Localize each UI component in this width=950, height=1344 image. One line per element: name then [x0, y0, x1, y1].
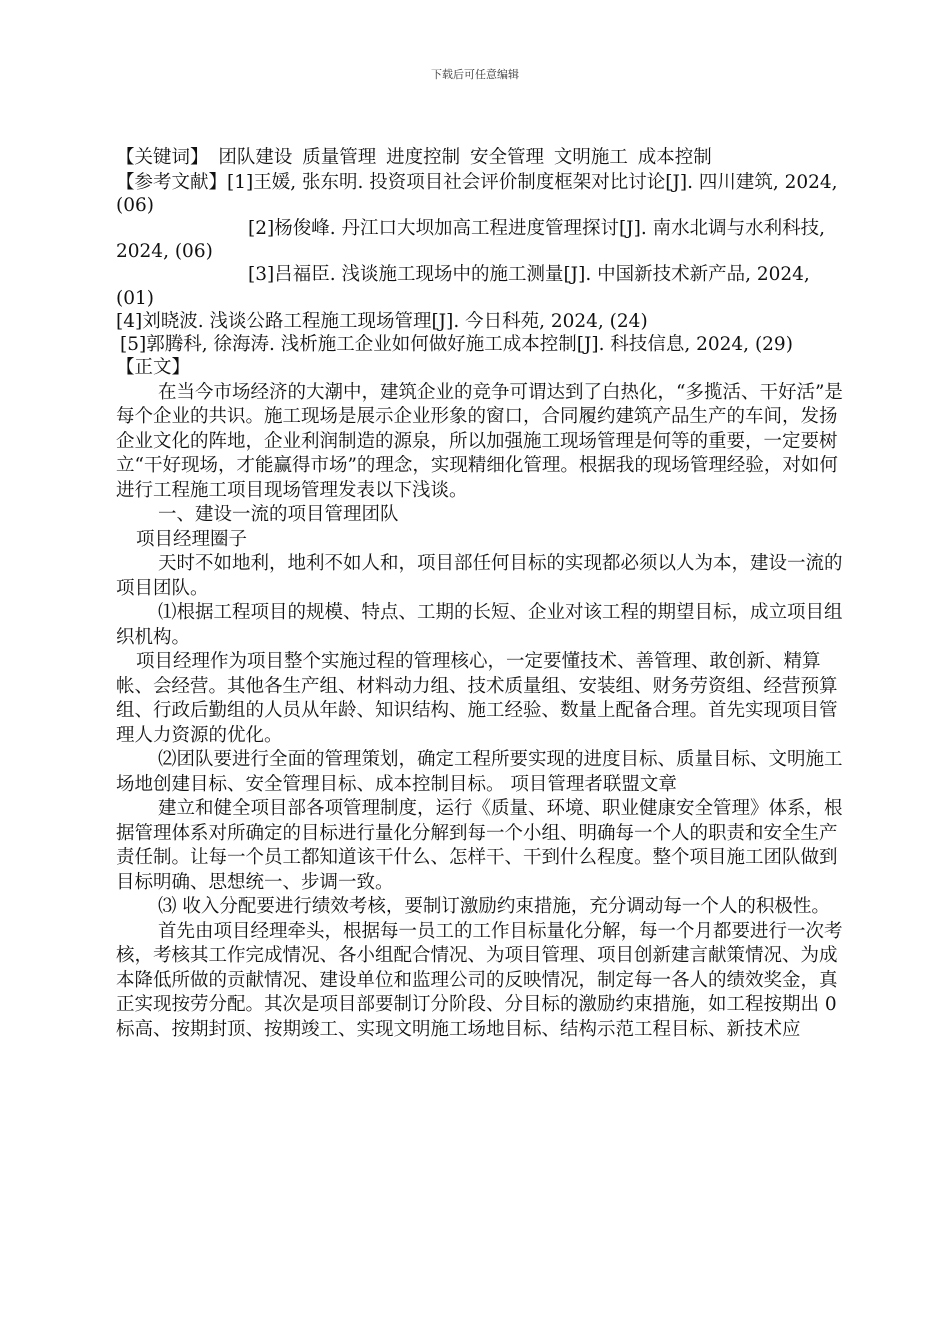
- paragraph: 项目经理作为项目整个实施过程的管理核心，一定要懂技术、善管理、敢创新、精算帐、会经营。其他各生产组、材料动力组、技术质量组、安装组、财务劳资组、经营预算组、行政后勤组的人员从年龄、知识结构、施工经验、数量上配备合理。首先实现项目管理人力资源的优化。: [116, 651, 838, 746]
- subheading: 项目经理圈子: [136, 528, 248, 550]
- paragraph: ⑵团队要进行全面的管理策划，确定工程所要实现的进度目标、质量目标、文明施工场地创建目标、安全管理目标、成本控制目标。 项目管理者联盟文章: [116, 749, 843, 795]
- paragraph: ⑴根据工程项目的规模、特点、工期的长短、企业对该工程的期望目标，成立项目组织机构。: [116, 602, 843, 648]
- paragraph: 天时不如地利，地利不如人和，项目部任何目标的实现都必须以人为本，建设一流的项目团队。: [116, 553, 843, 599]
- reference-5: [5]郭腾科, 徐海涛. 浅析施工企业如何做好施工成本控制[J]. 科技信息, 2024, (29): [120, 333, 793, 355]
- reference-2: [2]杨俊峰. 丹江口大坝加高工程进度管理探讨[J]. 南水北调与水利科技, 2024, (06): [116, 217, 825, 263]
- reference-1: 【参考文献】[1]王媛, 张东明. 投资项目社会评价制度框架对比讨论[J]. 四川建筑, 2024, (06): [116, 171, 838, 216]
- paragraph: ⑶ 收入分配要进行绩效考核，要制订激励约束措施，充分调动每一个人的积极性。: [158, 896, 830, 918]
- keywords: 【关键词】 团队建设 质量管理 进度控制 安全管理 文明施工 成本控制: [116, 147, 712, 168]
- document-body: [116, 146, 844, 1042]
- paragraph: 首先由项目经理牵头，根据每一员工的工作目标量化分解，每一个月都要进行一次考核，考核其工作完成情况、各小组配合情况、为项目管理、项目创新建言献策情况、为成本降低所做的贡献情况、建设单位和监理公司的反映情况，制定每一各人的绩效奖金，真正实现按劳分配。其次是项目部要制订分阶段、分目标的激励约束措施，如工程按期出 0 标高、按期封顶、按期竣工、实现文明施工场地目标、结构示范工程目标、新技术应: [116, 920, 843, 1040]
- page-header: 下载后可任意编辑: [431, 68, 519, 81]
- reference-4: [4]刘晓波. 浅谈公路工程施工现场管理[J]. 今日科苑, 2024, (24): [116, 310, 648, 332]
- paragraph: 建立和健全项目部各项管理制度，运行《质量、环境、职业健康安全管理》体系，根据管理体系对所确定的目标进行量化分解到每一个小组、明确每一个人的职责和安全生产责任制。让每一个员工都知道该干什么、怎样干、干到什么程度。整个项目施工团队做到目标明确、思想统一、步调一致。: [116, 798, 843, 893]
- section-heading: 一、建设一流的项目管理团队: [158, 504, 399, 526]
- body-heading: 【正文】: [116, 357, 191, 379]
- paragraph-intro: 在当今市场经济的大潮中，建筑企业的竞争可谓达到了白热化，“多揽活、干好活”是每个企业的共识。施工现场是展示企业形象的窗口，合同履约建筑产品生产的车间，发扬企业文化的阵地，企业利润制造的源泉，所以加强施工现场管理是何等的重要，一定要树立“干好现场，才能赢得市场”的理念，实现精细化管理。根据我的现场管理经验，对如何进行工程施工项目现场管理发表以下浅谈。: [116, 381, 843, 501]
- reference-3: [3]吕福臣. 浅谈施工现场中的施工测量[J]. 中国新技术新产品, 2024, (01): [116, 264, 810, 309]
